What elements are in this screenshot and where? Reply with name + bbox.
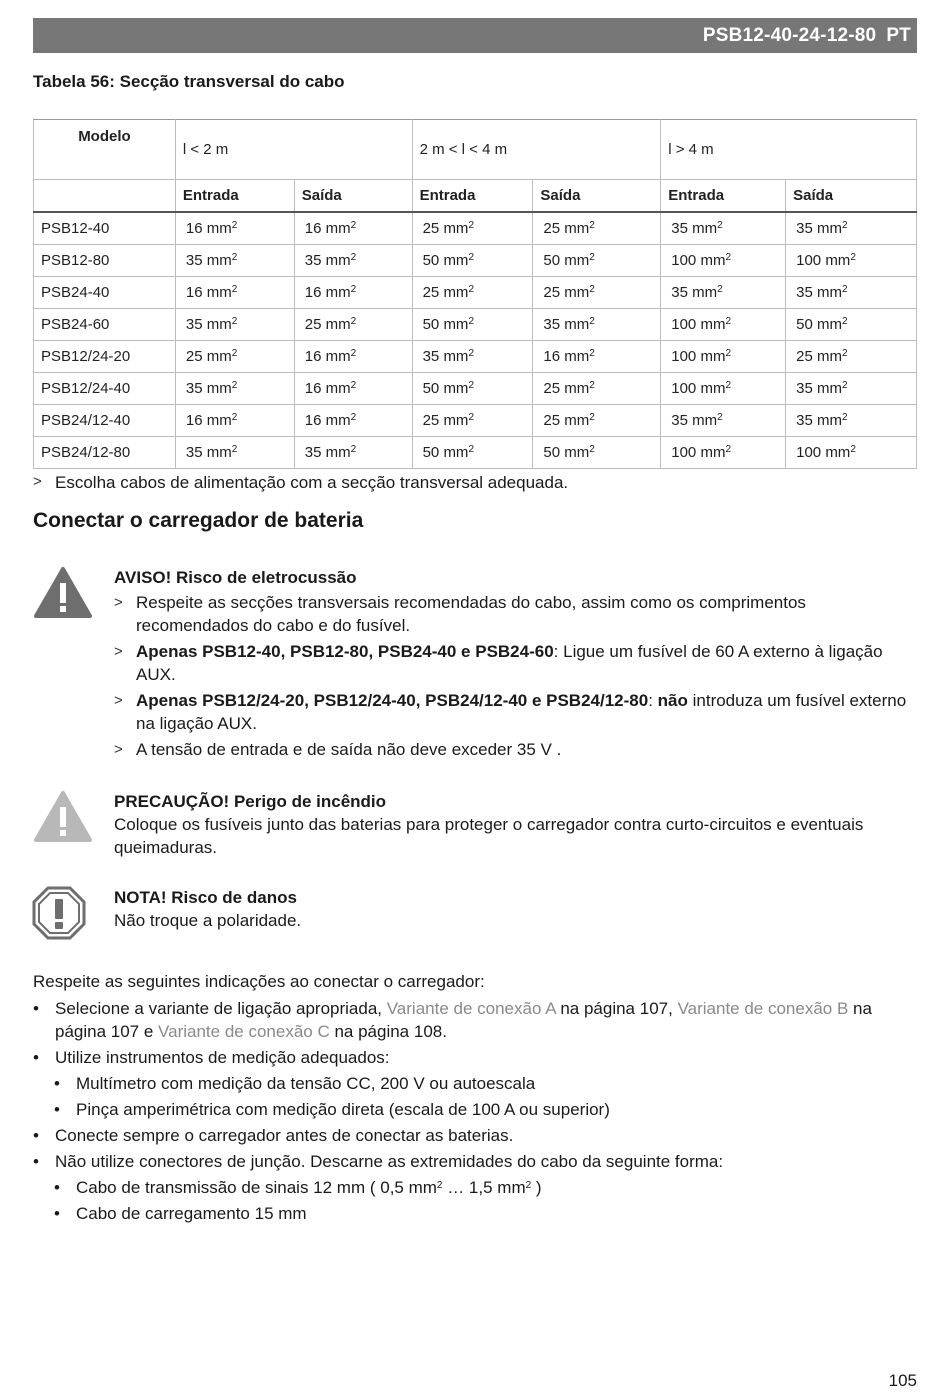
table-row [34, 405, 917, 437]
subheader-cell: Saída [294, 180, 412, 213]
value-cell: 25 $mm^2$ [412, 212, 533, 245]
list-item-text: Conecte sempre o carregador antes de conectar as baterias. [55, 1126, 514, 1145]
list-item-text: Pinça amperimétrica com medição direta (escala de 100 A ou superior) [76, 1100, 610, 1119]
value-cell: 16 $mm^2$ [294, 373, 412, 405]
arrow-icon: > [114, 692, 123, 709]
link-variant-b[interactable]: Variante de conexão B [677, 999, 849, 1018]
value-cell: 16 $mm^2$ [175, 405, 294, 437]
bullet-icon: • [33, 1152, 39, 1171]
caution-triangle-icon [33, 790, 93, 844]
table-row [34, 309, 917, 341]
list-item-text: Não utilize conectores de junção. Descarne as extremidades do cabo da seguinte forma: [55, 1152, 724, 1171]
value-cell: 16 $mm^2$ [294, 405, 412, 437]
connection-indications [33, 970, 917, 1228]
warning-item [114, 689, 917, 735]
subheader-cell: Entrada [412, 180, 533, 213]
value-cell: 16 $mm^2$ [294, 277, 412, 309]
table-title: Tabela 56: Secção transversal do cabo [33, 72, 345, 91]
value-cell: 16 $mm^2$ [175, 277, 294, 309]
value-cell: 100 $mm^2$ [661, 341, 786, 373]
value-cell: 25 $mm^2$ [412, 405, 533, 437]
value-cell: 100 $mm^2$ [786, 245, 917, 277]
value-cell: 16 $mm^2$ [294, 341, 412, 373]
warning-item-text: introduza um fusível externo na ligação AUX. [136, 691, 907, 733]
value-cell: 35 $mm^2$ [661, 405, 786, 437]
value-cell: 16 $mm^2$ [294, 212, 412, 245]
model-cell: PSB24-40 [34, 277, 176, 309]
note-notice [33, 886, 917, 942]
model-cell: PSB12-80 [34, 245, 176, 277]
warning-notice [33, 566, 917, 766]
value-cell: 35 $mm^2$ [175, 309, 294, 341]
value-cell: 50 $mm^2$ [412, 437, 533, 469]
section-title: Conectar o carregador de bateria [33, 509, 364, 532]
note-heading: NOTA! Risco de danos [114, 888, 297, 907]
bullet-icon: • [33, 999, 39, 1018]
value-cell: 50 $mm^2$ [412, 373, 533, 405]
doc-code: PSB12-40-24-12-80 [702, 24, 877, 46]
value-cell: 25 $mm^2$ [533, 373, 661, 405]
list-item [33, 1150, 917, 1173]
caution-text: Coloque os fusíveis junto das baterias para proteger o carregador contra curto-circuitos e eventuais queimaduras. [114, 815, 864, 857]
subheader-cell: Entrada [661, 180, 786, 213]
value-cell: 50 $mm^2$ [412, 245, 533, 277]
link-variant-c[interactable]: Variante de conexão C [158, 1022, 330, 1041]
list-item-text: Selecione a variante de ligação apropriada, [55, 999, 387, 1018]
bullet-icon: • [54, 1074, 60, 1093]
arrow-icon: > [114, 741, 123, 758]
length-group-header: l > 4 m [661, 120, 917, 180]
model-cell: PSB24/12-80 [34, 437, 176, 469]
list-item-text: na página 107 e [55, 999, 872, 1041]
table-header-row [34, 120, 917, 180]
list-item-text: Cabo de carregamento 15 mm [76, 1204, 307, 1223]
value-cell: 35 $mm^2$ [786, 277, 917, 309]
value-cell: 35 $mm^2$ [294, 437, 412, 469]
warning-item-text: Respeite as secções transversais recomendadas do cabo, assim como os comprimentos recomendados do cabo e do fusível. [136, 593, 806, 635]
arrow-icon: > [114, 643, 123, 660]
value-cell: 35 $mm^2$ [412, 341, 533, 373]
value-cell: 25 $mm^2$ [175, 341, 294, 373]
page-header-bar [33, 18, 917, 53]
value-cell: 25 $mm^2$ [412, 277, 533, 309]
bullet-icon: • [33, 1126, 39, 1145]
list-item [33, 997, 917, 1043]
bullet-icon: • [33, 1048, 39, 1067]
value-cell: 100 $mm^2$ [661, 437, 786, 469]
value-cell: 100 $mm^2$ [661, 245, 786, 277]
model-cell: PSB24/12-40 [34, 405, 176, 437]
table-row [34, 212, 917, 245]
table-subheader-row [34, 180, 917, 213]
bullet-icon: • [54, 1204, 60, 1223]
value-cell: 35 $mm^2$ [175, 245, 294, 277]
length-group-header: 2 m < l < 4 m [412, 120, 661, 180]
value-cell: 25 $mm^2$ [533, 405, 661, 437]
table-row [34, 341, 917, 373]
value-cell: 25 $mm^2$ [533, 212, 661, 245]
value-cell: 35 $mm^2$ [175, 437, 294, 469]
value-cell: 25 $mm^2$ [533, 277, 661, 309]
caution-notice [33, 790, 917, 857]
note-octagon-icon [32, 886, 86, 940]
value-cell: 16 $mm^2$ [533, 341, 661, 373]
arrow-icon: > [114, 594, 123, 611]
value-cell: 35 $mm^2$ [175, 373, 294, 405]
link-variant-a[interactable]: Variante de conexão A [386, 999, 556, 1018]
table-row [34, 277, 917, 309]
value-cell: 35 $mm^2$ [661, 277, 786, 309]
model-cell: PSB12-40 [34, 212, 176, 245]
value-cell: 35 $mm^2$ [533, 309, 661, 341]
value-cell: 35 $mm^2$ [786, 373, 917, 405]
empty-header-cell [34, 180, 176, 213]
warning-item-text: : Ligue um fusível de 60 A externo à ligação AUX. [136, 642, 883, 684]
model-cell: PSB24-60 [34, 309, 176, 341]
note-body [114, 886, 917, 932]
table-row [34, 373, 917, 405]
subheader-cell: Saída [533, 180, 661, 213]
value-cell: 35 $mm^2$ [786, 212, 917, 245]
list-item [33, 1046, 917, 1069]
list-item-text: na página 108. [329, 1022, 447, 1041]
value-cell: 50 $mm^2$ [533, 245, 661, 277]
value-cell: 50 $mm^2$ [786, 309, 917, 341]
table-row [34, 437, 917, 469]
warning-item [114, 738, 917, 761]
value-cell: 16 $mm^2$ [175, 212, 294, 245]
value-cell: 100 $mm^2$ [661, 309, 786, 341]
caution-heading: PRECAUÇÃO! Perigo de incêndio [114, 792, 387, 811]
arrow-icon: > [33, 473, 42, 490]
caution-body [114, 790, 917, 859]
list-item-text: Multímetro com medição da tensão CC, 200 V ou autoescala [76, 1074, 536, 1093]
model-header: Modelo [34, 120, 176, 180]
bullet-icon: • [54, 1178, 60, 1197]
warning-triangle-icon [33, 566, 93, 620]
value-cell: 25 $mm^2$ [294, 309, 412, 341]
list-item-text: Cabo de transmissão de sinais 12 mm ( 0,5 $mm^2$ … 1,5 $mm^2$ ) [76, 1178, 542, 1197]
sub-list-item [33, 1202, 917, 1225]
value-cell: 100 $mm^2$ [661, 373, 786, 405]
warning-item-bold: Apenas PSB12-40, PSB12-80, PSB24-40 e PSB24-60 [136, 642, 554, 661]
list-item-text: na página 107, [555, 999, 678, 1018]
sub-list-item [33, 1098, 917, 1121]
language-code: PT [886, 24, 911, 46]
warning-item [114, 640, 917, 686]
sub-list-item [33, 1176, 917, 1199]
subheader-cell: Entrada [175, 180, 294, 213]
table-body [34, 212, 917, 469]
subheader-cell: Saída [786, 180, 917, 213]
value-cell: 50 $mm^2$ [412, 309, 533, 341]
page-number: 105 [888, 1371, 917, 1390]
hint-text: Escolha cabos de alimentação com a secção transversal adequada. [55, 473, 569, 492]
instruction-hint [33, 473, 568, 493]
warning-item [114, 591, 917, 637]
warning-item-text: A tensão de entrada e de saída não deve exceder 35 V . [136, 740, 562, 759]
warning-item-bold: Apenas PSB12/24-20, PSB12/24-40, PSB24/12-40 e PSB24/12-80 [136, 691, 649, 710]
warning-body [114, 566, 917, 761]
model-cell: PSB12/24-20 [34, 341, 176, 373]
note-text: Não troque a polaridade. [114, 911, 302, 930]
list-item-text: Utilize instrumentos de medição adequados: [55, 1048, 390, 1067]
model-cell: PSB12/24-40 [34, 373, 176, 405]
cable-cross-section-table [33, 119, 917, 469]
warning-heading: AVISO! Risco de eletrocussão [114, 568, 357, 587]
value-cell: 50 $mm^2$ [533, 437, 661, 469]
value-cell: 35 $mm^2$ [661, 212, 786, 245]
value-cell: 100 $mm^2$ [786, 437, 917, 469]
value-cell: 35 $mm^2$ [786, 405, 917, 437]
warning-item-text: : [648, 691, 658, 710]
warning-item-bold: não [657, 691, 688, 710]
length-group-header: l < 2 m [175, 120, 412, 180]
indications-intro: Respeite as seguintes indicações ao conectar o carregador: [33, 972, 485, 991]
value-cell: 35 $mm^2$ [294, 245, 412, 277]
table-row [34, 245, 917, 277]
bullet-icon: • [54, 1100, 60, 1119]
value-cell: 25 $mm^2$ [786, 341, 917, 373]
list-item [33, 1124, 917, 1147]
sub-list-item [33, 1072, 917, 1095]
